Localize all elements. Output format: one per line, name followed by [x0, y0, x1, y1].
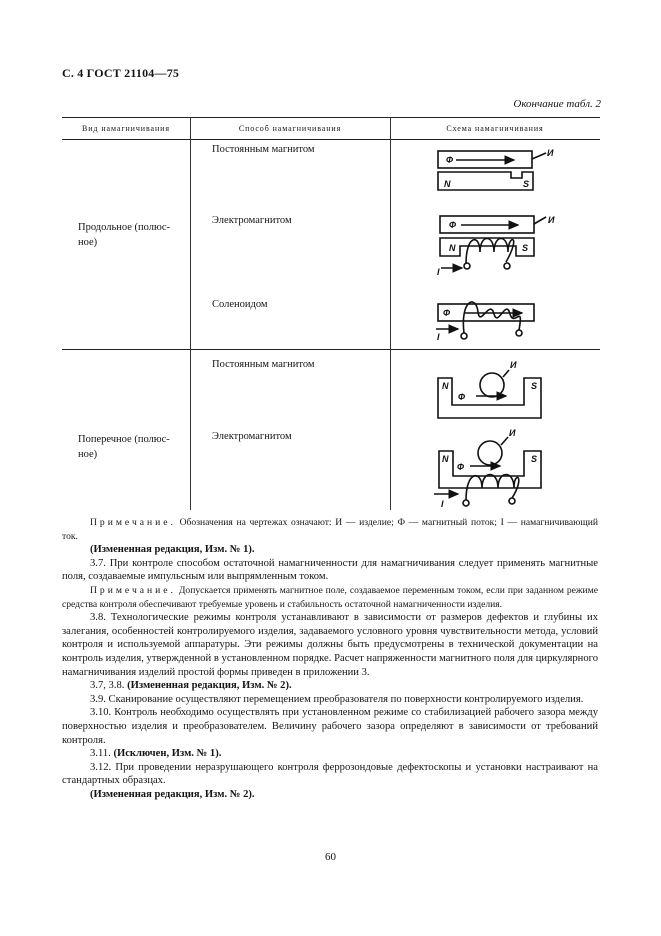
col-header-scheme: Схема намагничивания: [446, 124, 544, 133]
u-electromagnet: [439, 451, 541, 488]
col-header-type: Вид намагничивания: [82, 124, 170, 133]
paragraph-3-7: 3.7. При контроле способом остаточной намагниченности для намагничивания следует применять магнитные поля, создаваемые импульсным или выпрямленным током.: [62, 557, 598, 583]
part-circle: [480, 373, 504, 397]
label-part: И: [548, 215, 555, 225]
note-2: Примечание. Допускается применять магнитное поле, создаваемое переменным током, если при заданном режиме средства контроля обеспечивают требуемые уровень и стабильность остаточной намагниченности изделия.: [62, 584, 598, 610]
part-leader: [501, 437, 508, 445]
label-south: S: [523, 179, 530, 189]
label-part: И: [547, 148, 554, 158]
paragraph-3-7-3-8-amendment: 3.7, 3.8. (Измененная редакция, Изм. № 2).: [90, 680, 292, 692]
amendment-2: (Измененная редакция, Изм. № 2).: [90, 788, 255, 800]
method-permanent-magnet-2: Постоянным магнитом: [212, 359, 315, 370]
terminal-2: [504, 263, 510, 269]
method-electromagnet-1: Электромагнитом: [212, 215, 292, 226]
label-north: N: [442, 454, 449, 464]
method-electromagnet-2: Электромагнитом: [212, 431, 292, 442]
part-leader: [503, 370, 509, 377]
label-phi: Ф: [443, 308, 451, 318]
amendment-1: (Измененная редакция, Изм. № 1).: [90, 544, 255, 556]
method-permanent-magnet-1: Постоянным магнитом: [212, 144, 315, 155]
part-circle: [478, 441, 502, 465]
table-continuation-label: Окончание табл. 2: [513, 98, 601, 110]
label-north: N: [442, 381, 449, 391]
label-north: N: [444, 179, 451, 189]
label-current: I: [437, 332, 440, 342]
page-number: 60: [325, 851, 336, 863]
label-part: И: [510, 360, 517, 370]
label-south: S: [531, 454, 538, 464]
label-part: И: [509, 428, 516, 438]
paragraph-3-11: 3.11. (Исключен, Изм. № 1).: [90, 748, 222, 760]
magnet-yoke: [438, 172, 533, 190]
paragraph-3-8: 3.8. Технологические режимы контроля устанавливают в зависимости от размеров дефектов и глубины их залегания, особенностей контролируемого изделия, задаваемого условного уровня чувствительности метода, условий контроля и используемой аппаратуры. Эти режимы должны быть предусмотрены в технической документации на контроль изделия, утвержденной в установленном порядке. Расчет напряженности магнитного поля для циркулярного намагничивания изделий простой формы приведен в приложении 3.: [62, 612, 598, 678]
label-current: I: [441, 499, 444, 509]
label-current: I: [437, 267, 440, 277]
terminal-2: [509, 498, 515, 504]
schema-transverse-electromagnet: [434, 437, 541, 506]
paragraph-3-9: 3.9. Сканирование осуществляют перемещением преобразователя по поверхности контролируемого изделия.: [90, 693, 584, 705]
terminal-2: [516, 330, 522, 336]
document-header: С. 4 ГОСТ 21104—75: [62, 66, 180, 80]
terminal-1: [464, 263, 470, 269]
part-leader: [532, 153, 546, 159]
u-magnet: [438, 378, 541, 418]
coil: [466, 239, 514, 265]
terminal-1: [463, 500, 469, 506]
label-phi: Ф: [458, 392, 466, 402]
part-leader: [534, 217, 546, 224]
label-phi: Ф: [449, 220, 457, 230]
solenoid-coil: [463, 302, 520, 333]
schema-longitudinal-permanent: [438, 151, 546, 190]
terminal-1: [461, 333, 467, 339]
paragraph-3-12: 3.12. При проведении неразрушающего контроля феррозондовые дефектоскопы и установки настраивают на стандартных образцах.: [62, 761, 598, 787]
note-1: Примечание. Обозначения на чертежах означают: И — изделие; Ф — магнитный поток; I — намагничивающий ток.: [62, 517, 598, 542]
row-transverse-type: Поперечное (полюс- ное): [78, 434, 170, 460]
label-south: S: [531, 381, 538, 391]
label-north: N: [449, 243, 456, 253]
row-longitudinal-type: Продольное (полюс- ное): [78, 222, 171, 248]
paragraph-3-10: 3.10. Контроль необходимо осуществлять при установленном режиме со стабилизацией рабочего зазора между поверхностью изделия и преобразователем. Величину рабочего зазора определяют в зависимости от требований контроля.: [62, 707, 598, 746]
label-phi: Ф: [457, 462, 465, 472]
label-phi: Ф: [446, 155, 454, 165]
body-text: [62, 516, 598, 801]
method-solenoid: Соленоидом: [212, 299, 268, 310]
schema-solenoid: [436, 302, 534, 339]
label-south: S: [522, 243, 529, 253]
col-header-method: Способ намагничивания: [238, 124, 342, 133]
schema-transverse-permanent: [438, 370, 541, 418]
